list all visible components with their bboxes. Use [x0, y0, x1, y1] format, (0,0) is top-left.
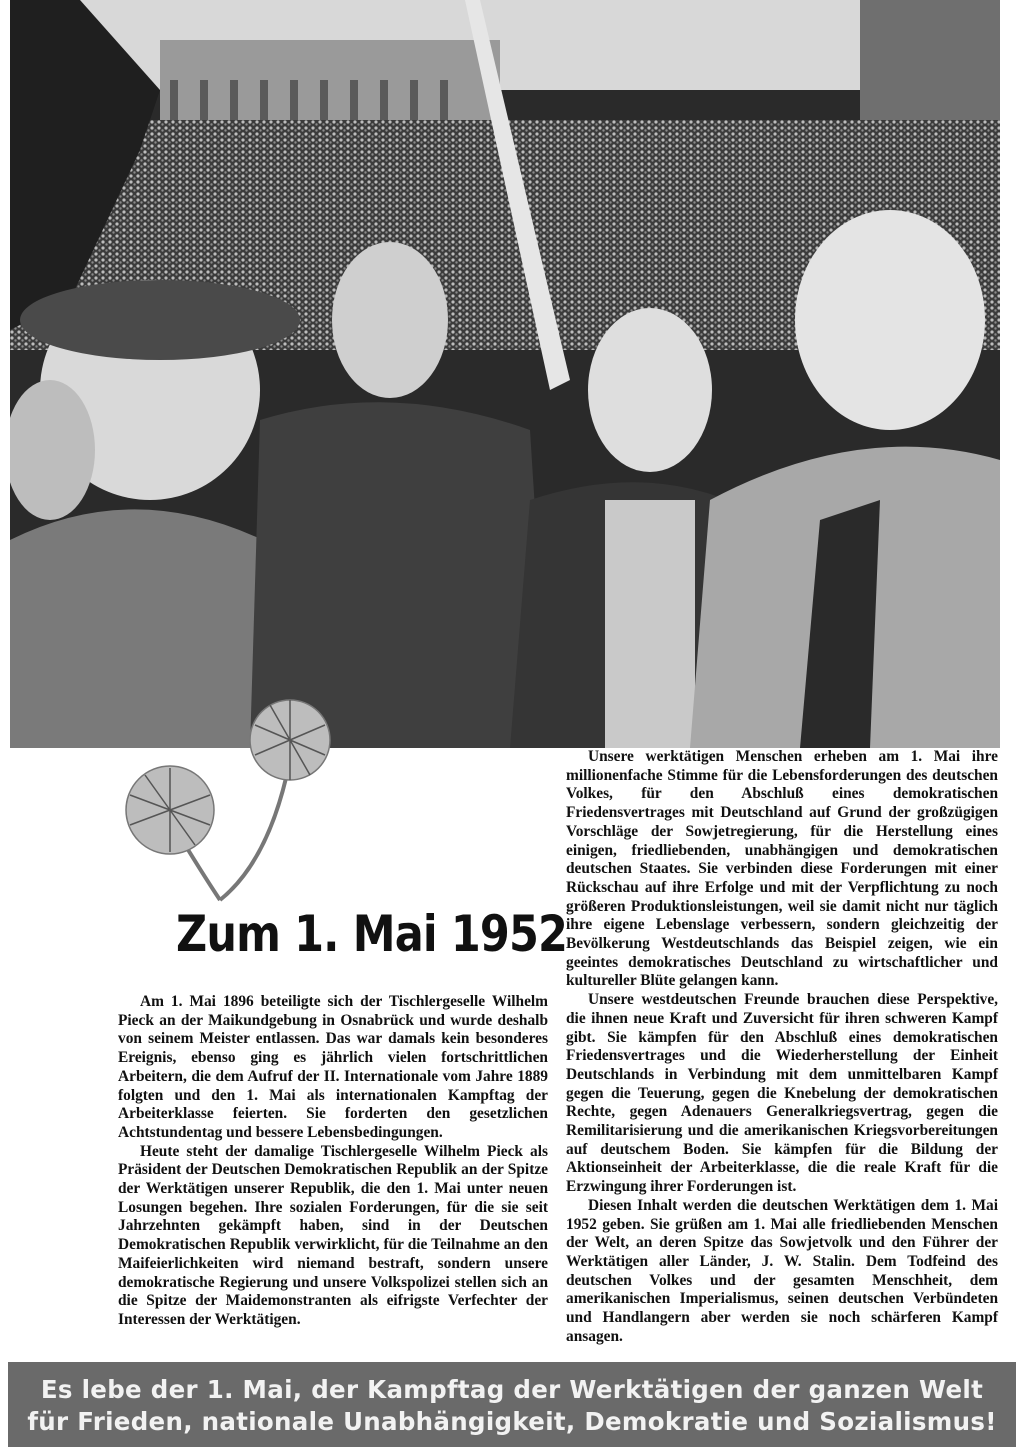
paragraph: Unsere werktätigen Menschen erheben am 1. Mai ihre millionenfache Stimme für die Lebensforderungen des deutschen Volkes, für den Abschluß eines demokratischen Friedensvertrages mit Deutschland auf Grund der großzügigen Vorschläge der Sowjetregierung, für die Herstellung eines einigen, friedliebenden, unabhängigen und demokratischen deutschen Staates. Sie verbinden diese Forderungen mit einer Rückschau auf ihre Erfolge und mit der Verpflichtung zu noch größeren Produktionsleistungen, weil sie damit nicht nur täglich ihre eigene Lebenslage verbessern, sondern gleichzeitig der Bevölkerung Westdeutschlands das Beispiel zeigen, wie ein geeintes demokratisches Deutschland zu wirtschaftlicher und kultureller Blüte gelangen kann. — [566, 748, 998, 990]
paragraph: Diesen Inhalt werden die deutschen Werktätigen dem 1. Mai 1952 geben. Sie grüßen am 1. Mai alle friedliebenden Menschen der Welt, an deren Spitze das Sowjetvolk und den Führer der Werktätigen aller Länder, J. W. Stalin. Dem Todfeind des deutschen Volkes und der gesamten Menschheit, dem amerikanischen Imperialismus, seinen deutschen Verbündeten und Handlangern aber werden sie noch schärferen Kampf ansagen. — [566, 1196, 998, 1345]
paragraph: Heute steht der damalige Tischlergeselle Wilhelm Pieck als Präsident der Deutschen Demokratischen Republik an der Spitze der Werktätigen unserer Republik, die den 1. Mai unter neuen Losungen begehen. Ihre sozialen Forderungen, für die sie seit Jahrzehnten gekämpft haben, sind in der Deutschen Demokratischen Republik verwirklicht, für die Teilnahme an den Maifeierlichkeiten wird niemand bestraft, sondern unsere demokratische Regierung und unsere Volkspolizei stellen sich an die Spitze der Maidemonstranten als eifrigste Verfechter der Interessen der Werktätigen. — [118, 1142, 548, 1328]
carnation-decoration — [90, 680, 350, 920]
slogan-line-2: für Frieden, nationale Unabhängigkeit, Demokratie und Sozialismus! — [27, 1407, 997, 1436]
paragraph: Am 1. Mai 1896 beteiligte sich der Tischlergeselle Wilhelm Pieck an der Maikundgebung in Osnabrück und wurde deshalb von seinem Meister entlassen. Das war damals kein besonderes Ereignis, ebenso ging es jährlich vielen fortschrittlichen Arbeitern, die dem Aufruf der II. Internationale vom Jahre 1889 folgten und den 1. Mai als internationalen Kampftag der Arbeiterklasse feierten. Sie forderten den gesetzlichen Achtstundentag und bessere Lebensbedingungen. — [118, 993, 548, 1141]
crowd-photo-icon — [10, 0, 1000, 748]
slogan-line-1: Es lebe der 1. Mai, der Kampftag der Werktätigen der ganzen Welt — [40, 1375, 984, 1404]
crowd-photo — [10, 0, 1000, 748]
carnation-flowers-icon — [90, 680, 350, 920]
paragraph: Unsere westdeutschen Freunde brauchen diese Perspektive, die ihnen neue Kraft und Zuversicht für ihren schweren Kampf gibt. Sie kämpfen für den Abschluß eines demokratischen Friedensvertrages und die Wiederherstellung der Einheit Deutschlands in Verbindung mit dem unmittelbaren Kampf gegen die Teuerung, gegen die Knebelung der demokratischen Rechte, gegen Adenauers Generalkriegsvertrag, gegen die Remilitarisierung und die amerikanischen Kriegsvorbereitungen auf deutschem Boden. Sie kämpfen für die Bildung der Aktionseinheit der Arbeiterklasse, die die reale Kraft für die Erzwingung ihrer Forderungen ist. — [566, 991, 998, 1196]
right-text-column — [566, 748, 998, 1347]
left-text-column — [118, 993, 548, 1330]
slogan-banner — [8, 1362, 1016, 1447]
headline: Zum 1. Mai 1952 — [176, 905, 568, 963]
